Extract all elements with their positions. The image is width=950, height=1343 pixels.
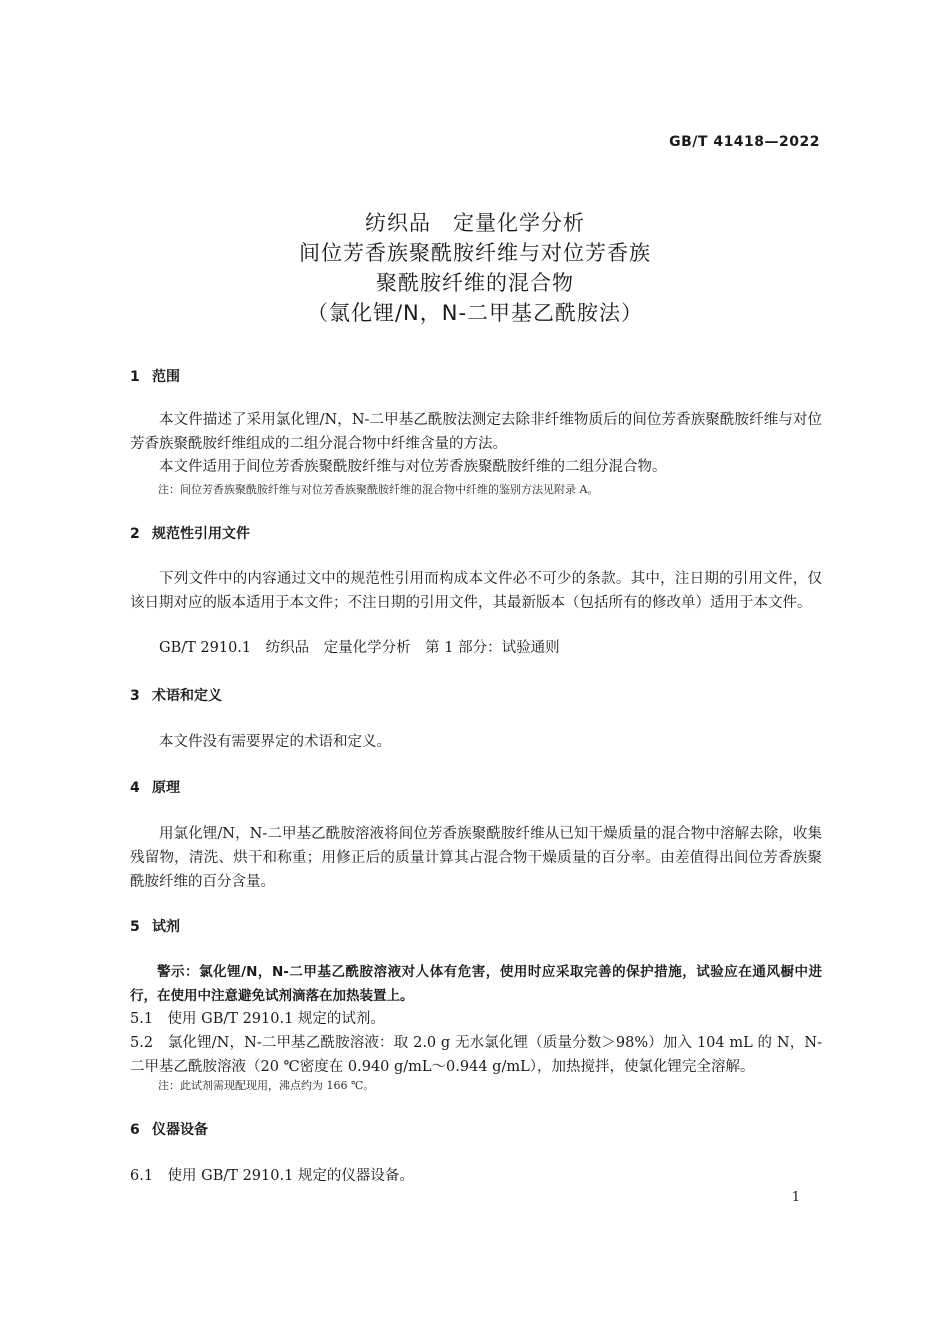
section-5-note: 注：此试剂需现配现用，沸点约为 166 ℃。 xyxy=(158,1079,375,1092)
section-1-heading xyxy=(130,366,180,386)
section-5-item-1: 5.1 使用 GB/T 2910.1 规定的试剂。 xyxy=(130,1011,385,1027)
section-title: 原理 xyxy=(152,780,180,796)
section-1-paragraph-2: 本文件适用于间位芳香族聚酰胺纤维与对位芳香族聚酰胺纤维的二组分混合物。 xyxy=(159,459,667,475)
section-6-heading xyxy=(130,1119,208,1139)
section-title: 规范性引用文件 xyxy=(152,526,250,542)
section-title: 范围 xyxy=(152,369,180,385)
section-1-paragraph-1: 本文件描述了采用氯化锂/N，N-二甲基乙酰胺法测定去除非纤维物质后的间位芳香族聚酰胺纤维与对位芳香族聚酰胺纤维组成的二组分混合物中纤维含量的方法。 xyxy=(130,412,822,452)
section-3-heading xyxy=(130,685,222,705)
section-title: 仪器设备 xyxy=(152,1122,208,1138)
section-4-paragraph-1: 用氯化锂/N，N-二甲基乙酰胺溶液将间位芳香族聚酰胺纤维从已知干燥质量的混合物中溶解去除，收集残留物，清洗、烘干和称重；用修正后的质量计算其占混合物干燥质量的百分率。由差值得出间位芳香族聚酰胺纤维的百分含量。 xyxy=(130,826,822,890)
section-number: 4 xyxy=(130,780,140,796)
section-3-paragraph-1: 本文件没有需要界定的术语和定义。 xyxy=(159,734,391,750)
section-title: 试剂 xyxy=(152,919,180,935)
title-line-2: 间位芳香族聚酰胺纤维与对位芳香族 xyxy=(299,241,651,265)
section-2-reference: GB/T 2910.1 纺织品 定量化学分析 第 1 部分：试验通则 xyxy=(159,640,560,656)
title-line-4: （氯化锂/N，N-二甲基乙酰胺法） xyxy=(306,301,644,325)
section-title: 术语和定义 xyxy=(152,688,222,704)
section-number: 5 xyxy=(130,919,140,935)
page-number: 1 xyxy=(791,1190,800,1205)
section-5-heading xyxy=(130,916,180,936)
standard-number: GB/T 41418—2022 xyxy=(669,134,820,150)
section-5-item-2: 5.2 氯化锂/N，N-二甲基乙酰胺溶液：取 2.0 g 无水氯化锂（质量分数＞98%）加入 104 mL 的 N，N-二甲基乙酰胺溶液（20 ℃密度在 0.940 g/mL～0.944 g/mL），加热搅拌，使氯化锂完全溶解。 xyxy=(130,1035,822,1075)
section-2-paragraph-1: 下列文件中的内容通过文中的规范性引用而构成本文件必不可少的条款。其中，注日期的引用文件，仅该日期对应的版本适用于本文件；不注日期的引用文件，其最新版本（包括所有的修改单）适用于本文件。 xyxy=(130,571,822,611)
section-number: 2 xyxy=(130,526,140,542)
section-1-note: 注：间位芳香族聚酰胺纤维与对位芳香族聚酰胺纤维的混合物中纤维的鉴别方法见附录 A。 xyxy=(158,483,599,496)
document-title xyxy=(0,208,950,328)
section-number: 1 xyxy=(130,369,140,385)
title-line-1: 纺织品 定量化学分析 xyxy=(365,211,585,235)
section-4-heading xyxy=(130,777,180,797)
title-line-3: 聚酰胺纤维的混合物 xyxy=(376,271,574,295)
section-number: 3 xyxy=(130,688,140,704)
section-2-heading xyxy=(130,523,250,543)
section-5-warning: 警示：氯化锂/N，N-二甲基乙酰胺溶液对人体有危害，使用时应采取完善的保护措施，试验应在通风橱中进行，在使用中注意避免试剂滴落在加热装置上。 xyxy=(130,964,822,1004)
section-number: 6 xyxy=(130,1122,140,1138)
section-6-item-1: 6.1 使用 GB/T 2910.1 规定的仪器设备。 xyxy=(130,1168,414,1184)
